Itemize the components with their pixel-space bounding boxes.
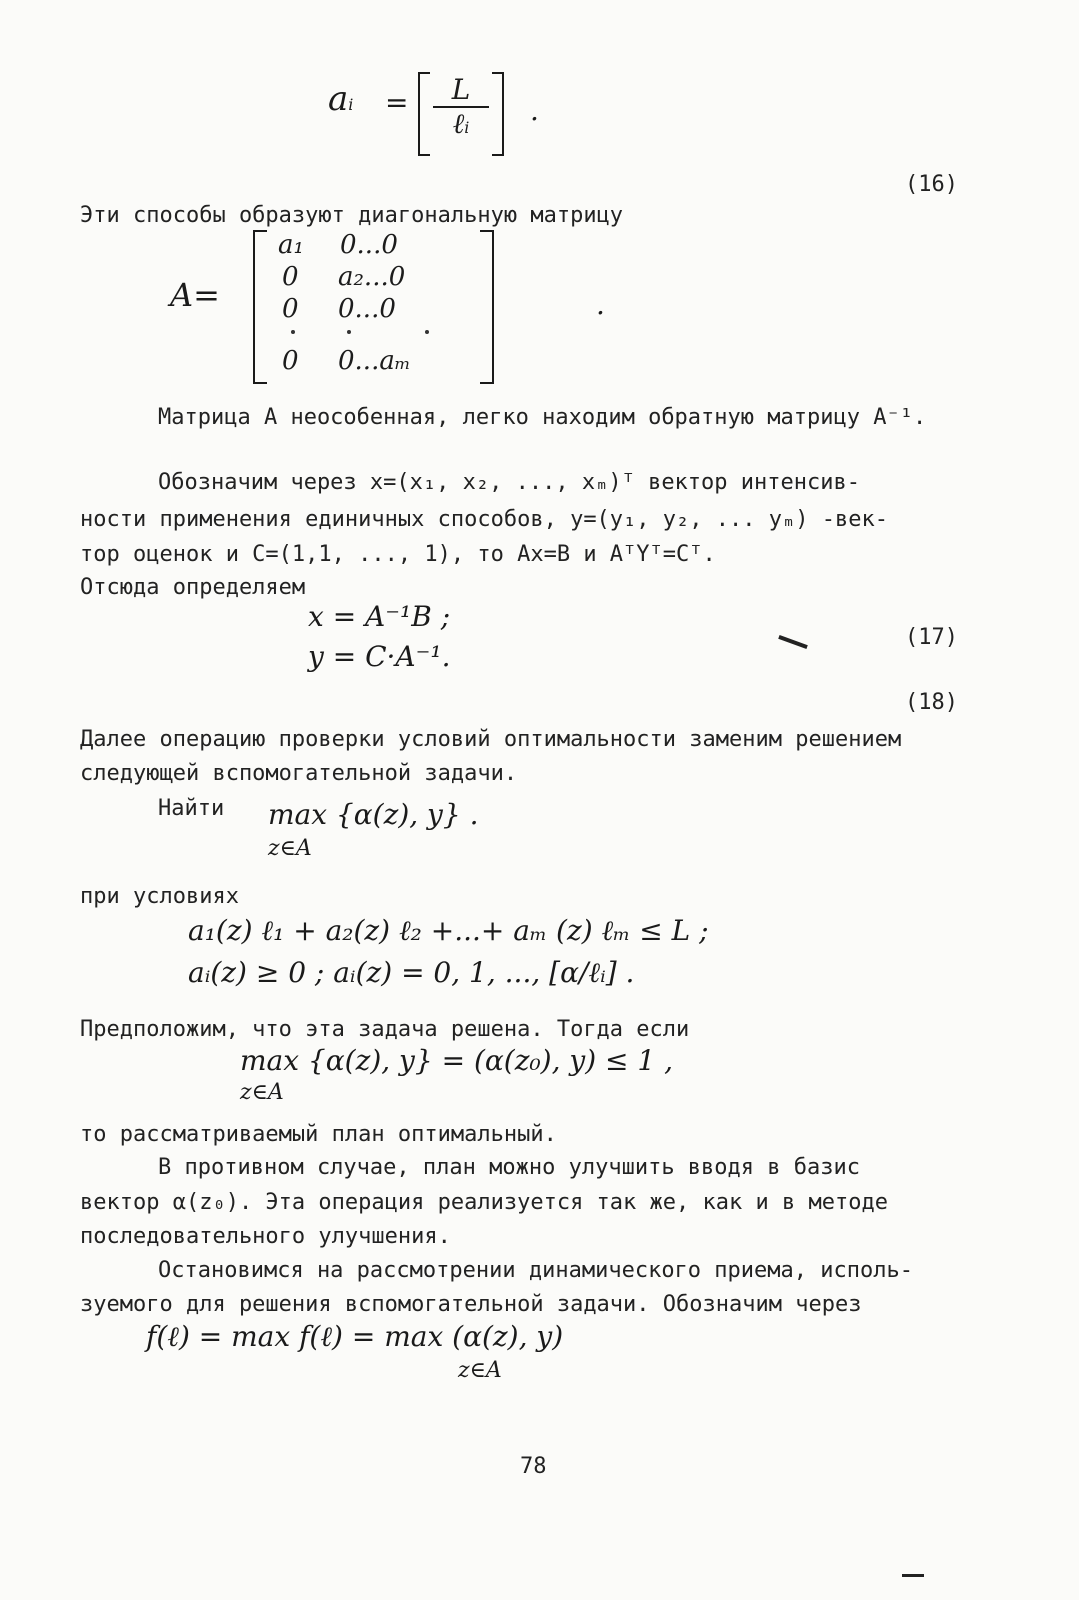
eq16-dot: . [530, 94, 539, 127]
p5-line-1: В противном случае, план можно улучшить вводя в базис [158, 1155, 860, 1180]
matrix-cell-r2c2: a₂...0 [338, 262, 406, 292]
matrix-cell-r4c2: 0...aₘ [338, 346, 411, 376]
p1-line-1: Обозначим через x=(x₁, x₂, ..., xₘ)ᵀ вектор интенсив- [158, 470, 860, 495]
matrix-lhs: A= [170, 276, 220, 314]
p1-line-4: Отсюда определяем [80, 575, 306, 600]
eq16-fraction: L ℓi [433, 74, 489, 144]
equation-number-17: (17) [905, 625, 958, 650]
eq16-lhs: ai [328, 79, 354, 119]
page-number: 78 [520, 1454, 547, 1479]
p1-line-3: тор оценок и C=(1,1, ..., 1), то Ax=B и AᵀYᵀ=Cᵀ. [80, 542, 716, 567]
matrix-cell-r1c2: 0...0 [340, 230, 398, 260]
find-label: Найти [158, 796, 225, 821]
matrix-cell-r2c1: 0 [282, 262, 299, 292]
scan-mark [778, 635, 808, 649]
find-expression: max {α(z), y} . [268, 798, 479, 831]
matrix-vdot-2 [347, 330, 351, 334]
eq16-right-bracket [492, 72, 504, 156]
condition-2: aᵢ(z) ≥ 0 ; aᵢ(z) = 0, 1, ..., [α/ℓᵢ] . [188, 956, 635, 989]
eq17: x = A⁻¹B ; [308, 600, 451, 633]
p1-line-2: ности применения единичных способов, y=(y₁, y₂, ... yₘ) -век- [80, 507, 888, 532]
matrix-dot: . [596, 288, 605, 321]
p6-line-2: зуемого для решения вспомогательной задачи. Обозначим через [80, 1292, 862, 1317]
p5-line-2: вектор α(z₀). Эта операция реализуется так же, как и в методе [80, 1190, 888, 1215]
text-inverse-matrix: Матрица A неособенная, легко находим обратную матрицу A⁻¹. [158, 405, 927, 430]
max-expression: max {α(z), y} = (α(z₀), y) ≤ 1 , [240, 1044, 674, 1077]
matrix-left-bracket [253, 230, 267, 384]
p5-line-3: последовательного улучшения. [80, 1224, 451, 1249]
matrix-vdot-3 [425, 330, 429, 334]
matrix-right-bracket [480, 230, 494, 384]
p6-line-1: Остановимся на рассмотрении динамического приема, исполь- [158, 1258, 913, 1283]
matrix-cell-r4c1: 0 [282, 346, 299, 376]
matrix-cell-r1c1: a₁ [278, 230, 304, 260]
text-diagonal-matrix: Эти способы образуют диагональную матрицу [80, 203, 624, 228]
conditions-label: при условиях [80, 884, 239, 909]
matrix-cell-r3c1: 0 [282, 294, 299, 324]
final-expression: f(ℓ) = max f(ℓ) = max (α(z), y) [146, 1320, 564, 1353]
matrix-cell-r3c2: 0...0 [338, 294, 396, 324]
scan-mark-bottom [902, 1574, 924, 1577]
p4-line: то рассматриваемый план оптимальный. [80, 1122, 557, 1147]
p3-line: Предположим, что эта задача решена. Тогда если [80, 1017, 690, 1042]
max-underset: z∈A [240, 1080, 284, 1105]
find-underset: z∈A [268, 836, 312, 861]
equation-number-18: (18) [905, 690, 958, 715]
p2-line-1: Далее операцию проверки условий оптимальности заменим решением [80, 727, 902, 752]
eq16-equals: = [385, 86, 409, 119]
eq16-left-bracket [418, 72, 430, 156]
p2-line-2: следующей вспомогательной задачи. [80, 761, 518, 786]
matrix-vdot-1 [291, 330, 295, 334]
condition-1: a₁(z) ℓ₁ + a₂(z) ℓ₂ +...+ aₘ (z) ℓₘ ≤ L ; [188, 914, 709, 947]
equation-number-16: (16) [905, 172, 958, 197]
eq18: y = C·A⁻¹. [308, 640, 451, 673]
final-underset: z∈A [458, 1358, 502, 1383]
